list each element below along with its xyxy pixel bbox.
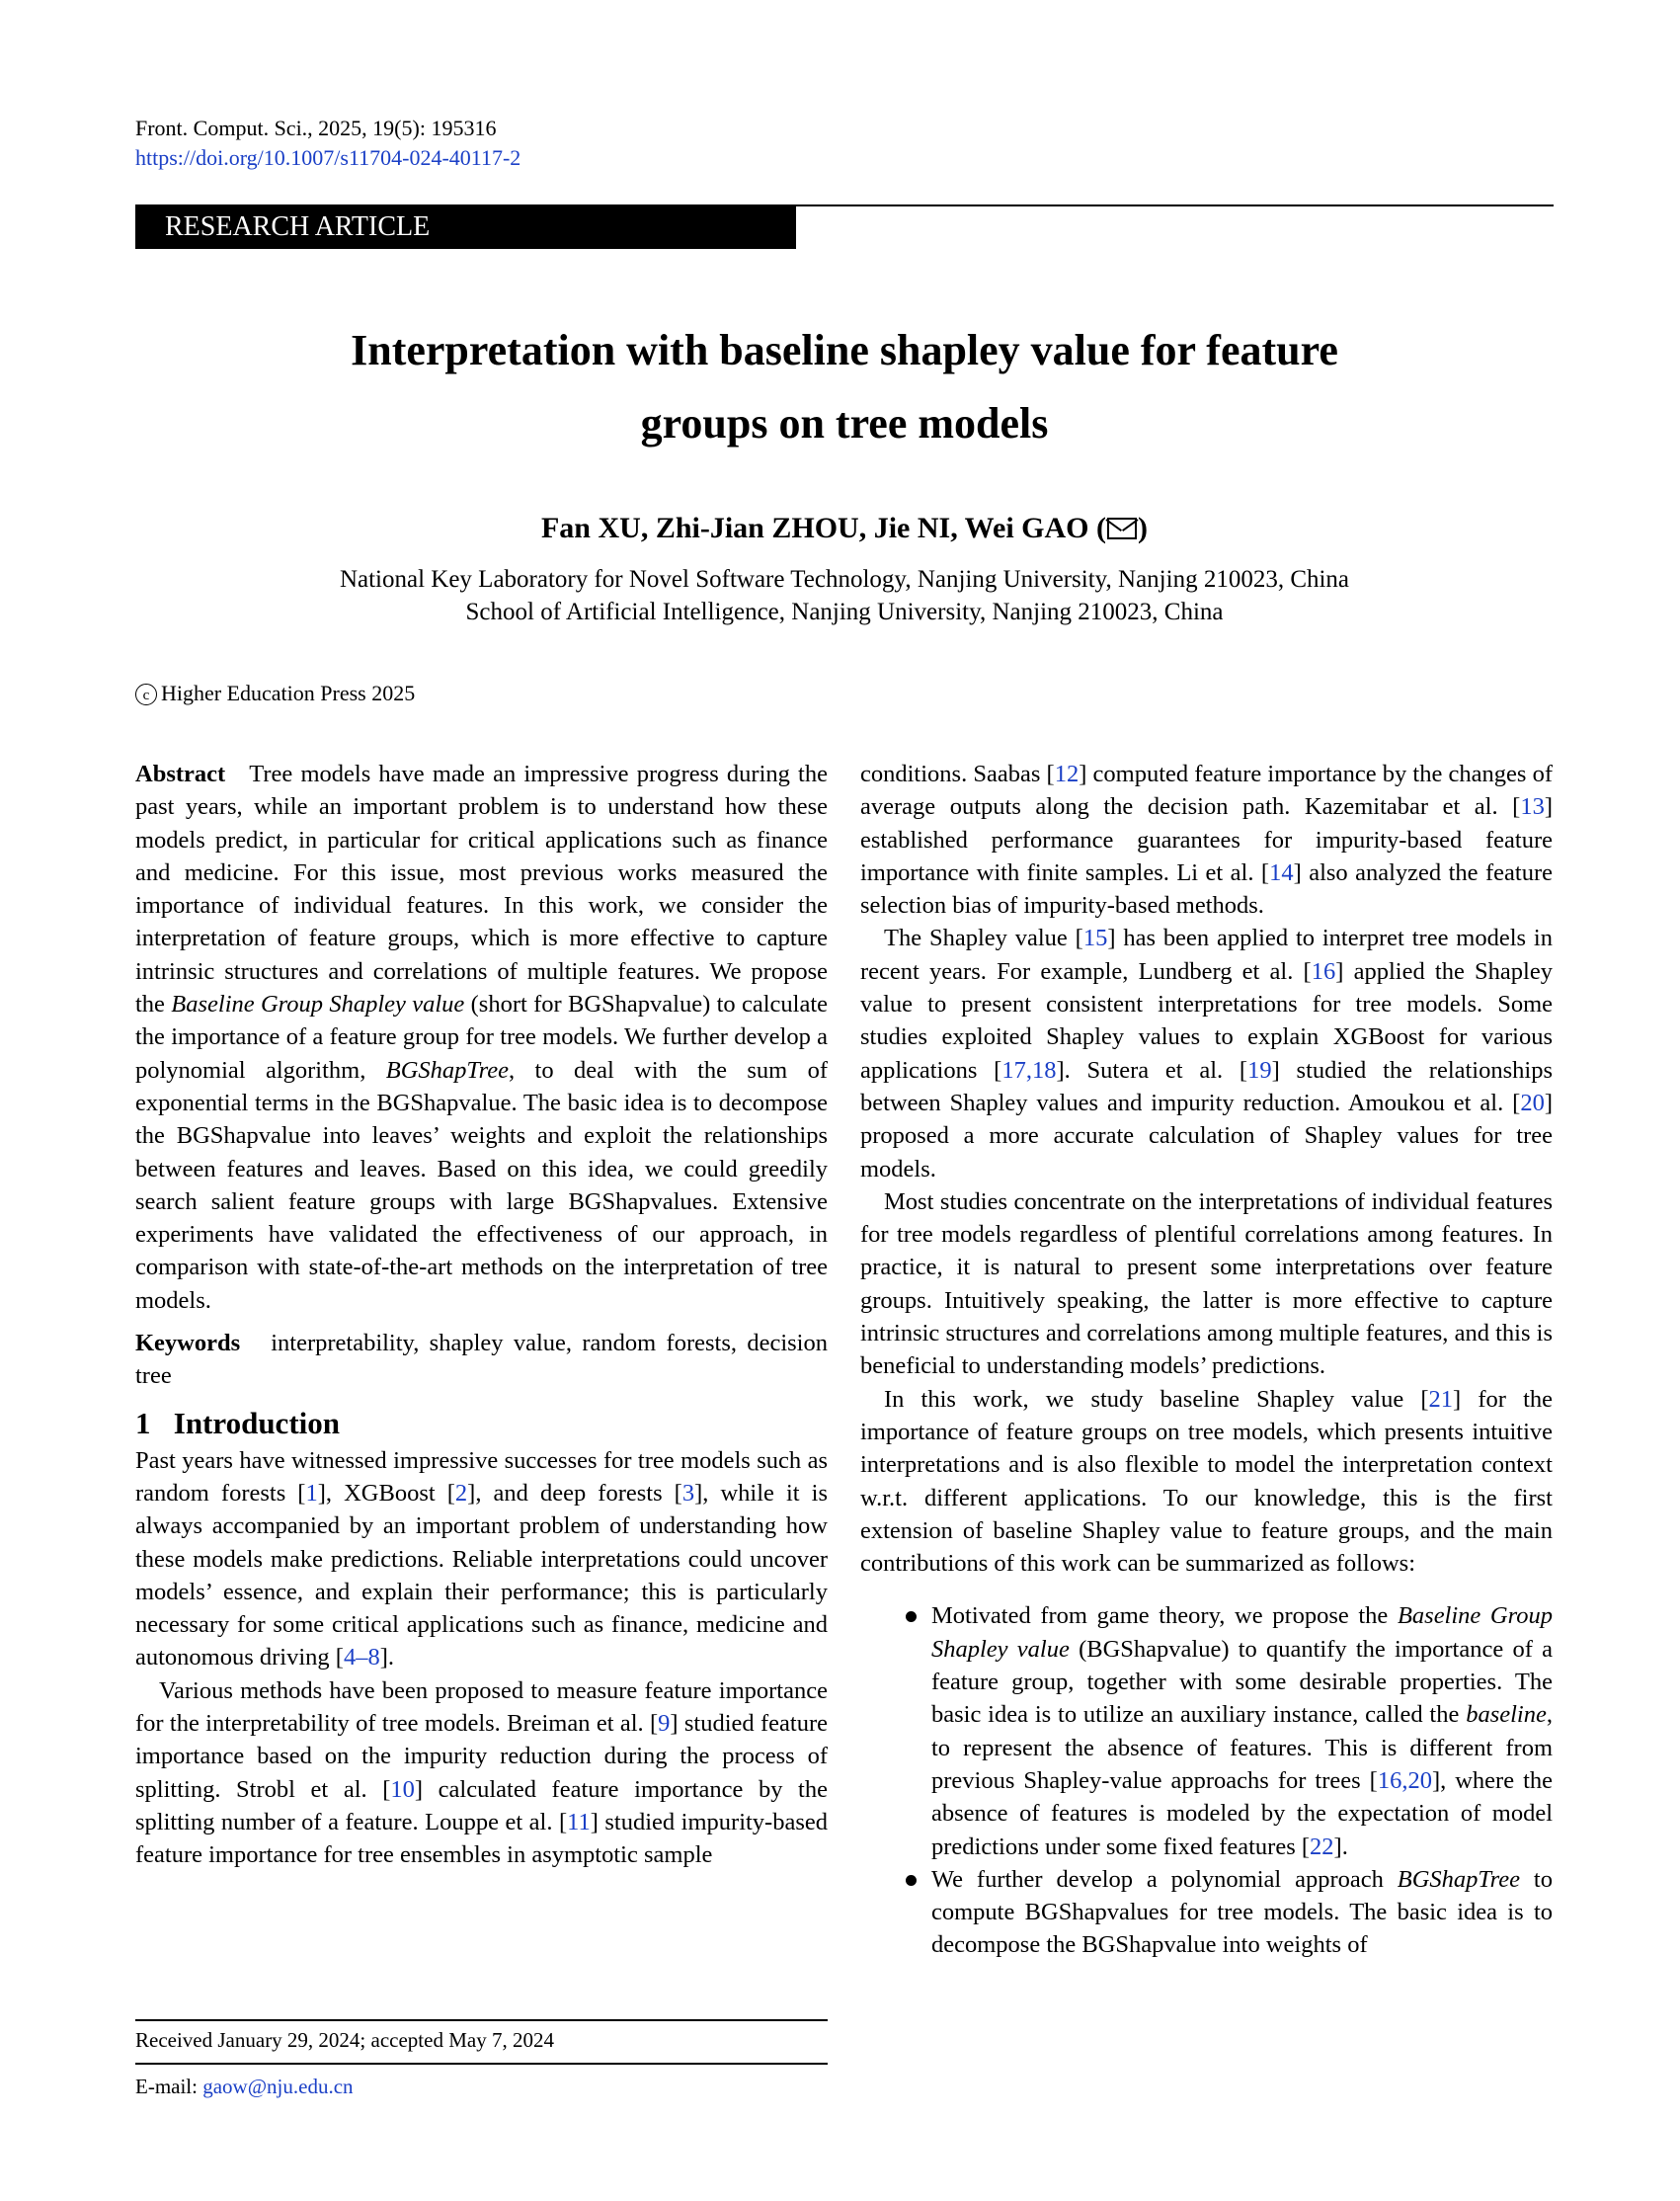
citation-link[interactable]: 16	[1311, 957, 1336, 985]
keywords-label: Keywords	[135, 1330, 241, 1357]
citation-link[interactable]: 4–8	[343, 1644, 380, 1671]
citation-link[interactable]: 1	[305, 1479, 318, 1507]
affiliation-2: School of Artificial Intelligence, Nanjing University, Nanjing 210023, China	[465, 599, 1224, 625]
citation-link[interactable]: 16,20	[1377, 1766, 1432, 1794]
copyright-icon: c	[135, 684, 157, 705]
keywords-text: interpretability, shapley value, random forests, decision tree	[135, 1330, 828, 1390]
copyright-text: Higher Education Press 2025	[161, 681, 416, 705]
intro-paragraph-4: Most studies concentrate on the interpretations of individual features for tree models regardless of plentiful correlations among features. In practice, it is natural to present some interpretations over feature groups. Intuitively speaking, the latter is more effective to capture intrinsic structures and correlations among multiple features, and this is beneficial to understanding models’ predictions.	[860, 1187, 1553, 1380]
journal-citation: Front. Comput. Sci., 2025, 19(5): 195316	[135, 116, 497, 140]
citation-link[interactable]: 21	[1428, 1385, 1454, 1413]
contribution-item-2: We further develop a polynomial approach BGShapTree to compute BGShapvalues for tree models. The basic idea is to decompose the BGShapvalue into weights of	[860, 1863, 1553, 1962]
citation-link[interactable]: 20	[1520, 1089, 1545, 1116]
author-list: Fan XU, Zhi-Jian ZHOU, Jie NI, Wei GAO ( )	[540, 512, 1148, 544]
email-link[interactable]: gaow@nju.edu.cn	[202, 2075, 354, 2098]
intro-paragraph-5: In this work, we study baseline Shapley value [21] for the importance of feature groups on tree models, which presents intuitive interpretations and is also flexible to model the interpretation context w.r.t. different applications. To our knowledge, this is the first extension of baseline Shapley value to feature groups, and the main contributions of this work can be summarized as follows:	[860, 1385, 1553, 1578]
citation-link[interactable]: 13	[1520, 793, 1545, 821]
copyright-line	[135, 679, 415, 708]
title-line-1: Interpretation with baseline shapley value for feature	[351, 326, 1338, 374]
citation-link[interactable]: 15	[1082, 925, 1108, 952]
intro-paragraph-2: Various methods have been proposed to measure feature importance for the interpretability of tree models. Breiman et al. [9] studied feature importance based on the impurity reduction during the process of splitting. Strobl et al. [10] calculated feature importance by the splitting number of a feature. Louppe et al. [11] studied impurity-based feature importance for tree ensembles in asymptotic sample	[135, 1676, 828, 1869]
footnote-rule-1	[135, 2019, 828, 2021]
title-line-2: groups on tree models	[640, 399, 1049, 448]
email-note: E-mail: gaow@nju.edu.cn	[135, 2075, 354, 2098]
citation-link[interactable]: 11	[567, 1808, 591, 1835]
intro-paragraph-2-continued: conditions. Saabas [12] computed feature importance by the changes of average outputs along the decision path. Kazemitabar et al. [13] established performance guarantees for impurity-based feature importance with finite samples. Li et al. [14] also analyzed the feature selection bias of impurity-based methods.	[860, 761, 1554, 920]
section-heading-introduction: 1 Introduction	[135, 1405, 340, 1440]
citation-link[interactable]: 19	[1247, 1056, 1272, 1084]
paper-title	[135, 314, 1554, 460]
citation-link[interactable]: 14	[1269, 858, 1294, 886]
contribution-item-1: Motivated from game theory, we propose the Baseline Group Shapley value (BGShapvalue) to quantify the importance of a feature group, together with some desirable properties. The basic idea is to utilize an auxiliary instance, called the baseline, to represent the absence of features. This is different from previous Shapley-value approachs for trees [16,20], where the absence of features is modeled by the expectation of model predictions under some fixed features [22].	[860, 1599, 1553, 1862]
citation-link[interactable]: 22	[1310, 1833, 1334, 1860]
citation-link[interactable]: 9	[658, 1710, 671, 1738]
author-names: Fan XU, Zhi-Jian ZHOU, Jie NI, Wei GAO	[540, 512, 1089, 544]
received-note: Received January 29, 2024; accepted May 7, 2024	[135, 2028, 554, 2052]
right-column	[860, 758, 1553, 1962]
intro-paragraph-3: The Shapley value [15] has been applied to interpret tree models in recent years. For example, Lundberg et al. [16] applied the Shapley value to present consistent interpretations for tree models. Some studies exploited Shapley values to explain XGBoost for various applications [17,18]. Sutera et al. [19] studied the relationships between Shapley values and impurity reduction. Amoukou et al. [20] proposed a more accurate calculation of Shapley values for tree models.	[860, 925, 1553, 1182]
left-column	[135, 758, 828, 1872]
intro-paragraph-1: Past years have witnessed impressive successes for tree models such as random forests [1], XGBoost [2], and deep forests [3], while it is always accompanied by an important problem of understanding how these models make predictions. Reliable interpretations could uncover models’ essence, and explain their performance; this is particularly necessary for some critical applications such as finance, medicine and autonomous driving [4–8].	[135, 1446, 829, 1671]
citation-link[interactable]: 2	[454, 1479, 468, 1507]
footnote-rule-2	[135, 2063, 828, 2065]
header-rule	[796, 204, 1554, 206]
affiliation-1: National Key Laboratory for Novel Software Technology, Nanjing University, Nanjing 210023, China	[339, 566, 1350, 593]
citation-link[interactable]: 10	[390, 1775, 415, 1803]
abstract-label: Abstract	[135, 761, 226, 787]
article-type-banner: RESEARCH ARTICLE	[135, 204, 796, 249]
citation-link[interactable]: 17,18	[1001, 1056, 1057, 1084]
citation-link[interactable]: 12	[1054, 761, 1080, 787]
doi-url[interactable]: https://doi.org/10.1007/s11704-024-40117-2	[135, 145, 521, 170]
contributions-list	[860, 1599, 1553, 1961]
doi-link[interactable]	[135, 143, 520, 173]
envelope-icon[interactable]	[1107, 518, 1137, 539]
keywords-paragraph	[135, 1327, 828, 1393]
citation-link[interactable]: 3	[681, 1479, 695, 1507]
abstract-paragraph: Abstract Tree models have made an impressive progress during the past years, while an important problem is to understand how these models predict, in particular for critical applications such as finance and medicine. For this issue, most previous works measured the importance of individual features. In this work, we consider the interpretation of feature groups, which is more effective to capture intrinsic structures and correlations of multiple features. We propose the Baseline Group Shapley value (short for BGShapvalue) to calculate the importance of a feature group for tree models. We further develop a polynomial algorithm, BGShapTree, to deal with the sum of exponential terms in the BGShapvalue. The basic idea is to decompose the BGShapvalue into leaves’ weights and exploit the relationships between features and leaves. Based on this idea, we could greedily search salient feature groups with large BGShapvalues. Extensive experiments have validated the effectiveness of our approach, in comparison with state-of-the-art methods on the interpretation of tree models.	[135, 761, 829, 1314]
